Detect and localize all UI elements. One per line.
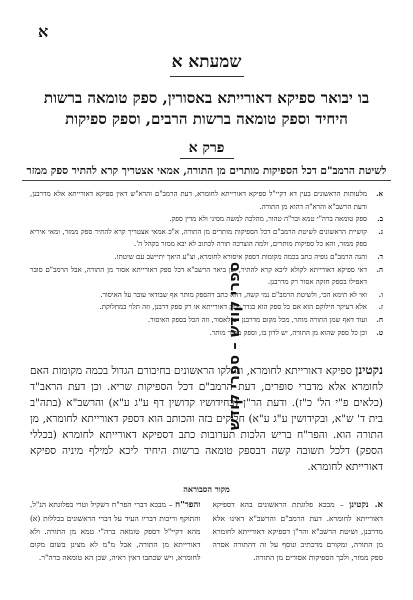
main-paragraph: [30, 362, 383, 475]
commentary-lead: והפר"ח: [175, 500, 201, 510]
commentary-column-left: [30, 498, 201, 564]
page-letter: א: [38, 22, 49, 41]
source-letter: ט.: [376, 327, 383, 337]
source-text: קושיית הראשונים לשיטת הרמב"ם דכל הספיקות מותרים מן התורה, א"כ אמאי אצטריך קרא להתיר ספק ממזר, ומאי איריא ספק ממזר, והא כל ספיקות מותרים, ולמה הוצרכה תורה לכתוב לא יבא ממזר בקהל ה'.: [30, 227, 367, 249]
source-text: דאי ספיקא דאורייתא לקולא ליכא קרא להתיר, וכן ביאר הרשב"א דכל ספק דאורייתא אסור מן התורה, אבל הרמב"ם סובר דאפילו בספק חזקה אסור רק מדרבנן.: [30, 265, 367, 287]
source-item: [30, 314, 383, 327]
source-letter: ח.: [376, 314, 383, 324]
source-letter: ז.: [378, 302, 383, 312]
source-item: [30, 289, 383, 302]
source-text: ועוד דאף שמן התורה מותר, מכל מקום מדרבנן יש לאסור, וזה הכל בספק האיסור.: [147, 315, 367, 324]
source-text: והנה הרמב"ם גופיה כתב בכמה מקומות דספק איסורא לחומרא, וצ"ע היאך יתיישב עם שיטתו.: [114, 252, 367, 261]
source-item: [30, 188, 383, 213]
sources-list: [30, 188, 383, 339]
main-paragraph-lead: נקטינן: [355, 363, 383, 377]
commentary-column-right: [213, 498, 384, 564]
source-text: ספק טומאה ברה"י טמא ובר"ה טהור, מהלכה למשה מסיני ולא מדין ספק.: [169, 215, 367, 224]
commentary-lead: א. נקטינן: [349, 500, 384, 510]
source-text: וכן כל ספק שהוא מן התורה, יש לדון בו, וספק ממזר מותר.: [209, 328, 367, 337]
source-letter: א.: [376, 189, 383, 198]
commentary-columns: [30, 498, 383, 564]
source-letter: ד.: [377, 251, 383, 261]
source-item: [30, 264, 383, 289]
source-item: [30, 327, 383, 340]
commentary-text: – מבכא פלוגתת הראשונים בהא דספיקא דאורייתא לחומרא. דעת הרמב"ם והרשב"א דאינו אלא מדרבנן, ושיטת הרשב"א והר"ן דספיקא דאורייתא לחומרא מן התורה, ומקורם מדכתיב ונוסף על זה דהתורה אסרה ספק ממזר, ולכך הספיקות אסורים מן התורה.: [212, 500, 383, 562]
commentary-heading: מקור הסבוראה: [183, 484, 230, 494]
source-letter: ג.: [378, 226, 383, 236]
chapter-underline: [180, 158, 234, 159]
source-text: אלא דעיקר חילוקם הוא אם כל ספק הוא בגדר ספק דאורייתא או רק ספק דרבנן, וזה תלוי במחלוקת.: [99, 303, 367, 312]
rule-statement: לשיטת הרמב"ם דכל הספיקות מותרים מן התורה, אמאי אצטריך קרא להתיר ספק ממזר: [22, 165, 391, 181]
title-underline: [170, 76, 244, 77]
source-item: [30, 213, 383, 226]
main-paragraph-text: ספיקא דאורייתא לחומרא, ונחלקו הראשונים בחיבורם הגדול בכמה מקומות האם לחומרא אלא מדברי סופרים, דעת הרמב"ם דכל הספיקות שריא. וכן דעת הראב"ד (כלאים פ"י הל' כ"ז). ודעת הר"ן (בחידושיו קדושין דף ע"ג ע"א) והרשב"א (בתה"ב בית ד' ש"א, ובקידושין ע"ג ע"א) חלוקים בזה והכותב הוא דספק דאורייתא לחומרא, מן התורה הוא. והפר"ח בריש הלכות תערובות כתב דספיקא דאורייתא לחומרא (בכללי הספק) דלכל תשובה קשה דבספק טומאה ברשות היחיד ליכא למילף מיניה ספיקא דאורייתא לחומרא.: [30, 365, 383, 473]
source-letter: ב.: [377, 214, 383, 224]
source-text: מלעותות הראשונים בעין דא דקיי"ל ספיקא דאורייתא לחומרא, דעת הרמב"ם והרא"ש דאין ספיקא דאורייתא אלא מדרבנן, ודעת הרשב"א והרא"ה דהוא מן התורה.: [30, 190, 367, 211]
page-subtitle: בו יבואר ספיקא דאורייתא באסורין, ספק טומאה ברשות היחיד וספק טומאה ברשות הרבים, וספק ספיקות: [43, 89, 370, 128]
source-letter: ה.: [376, 264, 383, 274]
source-item: [30, 226, 383, 251]
source-item: [30, 301, 383, 314]
source-text: ואי לא תימא הכי, ולשיטת הרמב"ם נמי קשה, דהא כתב דהספק מותר אף שבודאי עובר על האיסור.: [100, 290, 367, 299]
source-letter: ו.: [378, 289, 383, 299]
source-item: [30, 251, 383, 264]
page-title: שמעתא א: [171, 52, 242, 72]
commentary-text: – מבכא דברי הפר"ח דשקיל וטרי בפלוגתא הנ"ל, והתוקף וריכות דבריו העיד על דברי הראשונים בכללות (א) מהא דקיי"ל דספק טומאה ברה"י טמא מן התורה. ולא דאורייתא מן התורה, אבל מ"מ לא מצינן בשום מקום לחומרא, ויש שכתבו דאין ראיה, שכן הא טומאה ברה"ר.: [30, 500, 201, 562]
watermark-stamp: [214, 262, 254, 430]
chapter-heading: פרק א: [188, 140, 225, 156]
watermark-text: ספרי קודש – ספרי קודש: [225, 261, 243, 431]
